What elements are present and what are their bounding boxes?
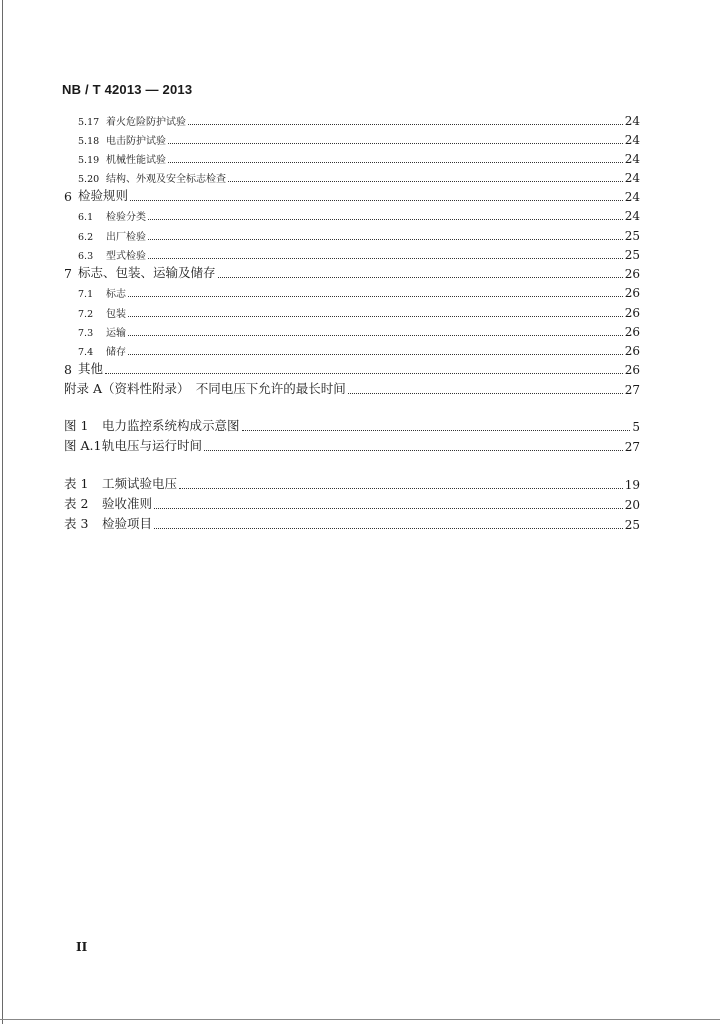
toc-entry-number: 5.18 <box>78 136 100 147</box>
toc-entry-number: 7.4 <box>78 347 94 358</box>
toc-entry-page: 26 <box>624 267 640 281</box>
toc-entry-title: 包装 <box>106 309 126 320</box>
toc-entry-title: 结构、外观及安全标志检查 <box>106 174 226 185</box>
toc-entry-page: 26 <box>624 325 640 339</box>
toc-entry-page: 27 <box>624 440 640 454</box>
toc-entry[interactable] <box>78 244 640 262</box>
toc-entry-number: 图 A.1 <box>64 438 102 453</box>
toc-entry-page: 24 <box>624 209 640 223</box>
toc-entry-number: 6.1 <box>78 212 94 223</box>
toc-entry[interactable] <box>78 225 640 243</box>
dot-leader <box>168 131 623 144</box>
dot-leader <box>188 112 623 125</box>
toc-entry-page: 26 <box>624 344 640 358</box>
toc-entry-page: 24 <box>624 152 640 166</box>
toc-entry-number: 6.2 <box>78 232 94 243</box>
toc-entry[interactable] <box>64 436 640 454</box>
toc-entry[interactable] <box>64 379 640 397</box>
toc-entry-number: 表 2 <box>64 496 89 511</box>
toc-entry[interactable] <box>78 110 640 128</box>
dot-leader <box>105 361 623 374</box>
toc-entry-number: 图 1 <box>64 418 89 433</box>
toc-entry-title: 检验规则 <box>78 188 129 203</box>
toc-entry-title: 出厂检验 <box>106 232 146 243</box>
toc-entry[interactable] <box>78 129 640 147</box>
toc-entry-title: 标志 <box>106 289 126 300</box>
toc-entry-number: 7.3 <box>78 328 94 339</box>
dot-leader <box>154 516 623 529</box>
toc-entry-page: 25 <box>624 518 640 532</box>
dot-leader <box>168 150 623 163</box>
toc-entry-number: 7 <box>64 266 72 281</box>
toc-entry-number: 7.1 <box>78 289 94 300</box>
toc-entry[interactable] <box>64 474 640 492</box>
toc-entry[interactable] <box>78 340 640 358</box>
dot-leader <box>228 169 623 182</box>
standard-code-header: NB / T 42013 — 2013 <box>62 82 193 97</box>
toc-entry-page: 27 <box>624 383 640 397</box>
toc-entry[interactable] <box>78 321 640 339</box>
toc-entry-title: 其他 <box>78 361 104 376</box>
toc-entry-title: 着火危险防护试验 <box>106 117 186 128</box>
toc-entry-number: 5.20 <box>78 174 100 185</box>
toc-entry-title: 电力监控系统构成示意图 <box>102 418 240 433</box>
toc-entry-page: 24 <box>624 171 640 185</box>
dot-leader <box>218 265 623 278</box>
toc-entry[interactable] <box>78 167 640 185</box>
toc-entry-title: 工频试验电压 <box>102 476 178 491</box>
dot-leader <box>128 323 623 336</box>
dot-leader <box>148 207 623 220</box>
toc-entry-number: 5.19 <box>78 155 100 166</box>
toc-entry-number: 6 <box>64 189 72 204</box>
dot-leader <box>154 496 623 509</box>
toc-entry[interactable] <box>64 416 640 434</box>
toc-entry[interactable] <box>78 282 640 300</box>
scan-edge-bottom <box>0 1019 720 1020</box>
toc-entry-title: 检验项目 <box>102 516 153 531</box>
toc-entry-page: 24 <box>624 114 640 128</box>
page-number: II <box>76 940 88 954</box>
toc-entry-title: 附录 A（资料性附录） 不同电压下允许的最长时间 <box>64 381 346 396</box>
toc-entry-page: 26 <box>624 363 640 377</box>
dot-leader <box>148 246 623 259</box>
toc-entry[interactable] <box>78 205 640 223</box>
toc-entry-title: 型式检验 <box>106 251 146 262</box>
toc-entry-number: 5.17 <box>78 117 100 128</box>
dot-leader <box>128 304 623 317</box>
dot-leader <box>242 418 631 431</box>
toc-entry-page: 5 <box>632 420 640 434</box>
toc-entry-number: 8 <box>64 362 72 377</box>
dot-leader <box>130 188 623 201</box>
toc-entry-page: 20 <box>624 498 640 512</box>
toc-entry-page: 25 <box>624 248 640 262</box>
toc-entry-page: 25 <box>624 229 640 243</box>
toc-entry[interactable] <box>78 302 640 320</box>
toc-entry-number: 表 3 <box>64 516 89 531</box>
toc-entry-page: 26 <box>624 286 640 300</box>
scan-edge-left <box>2 0 3 1024</box>
dot-leader <box>128 284 623 297</box>
toc-entry-number: 6.3 <box>78 251 94 262</box>
dot-leader <box>348 381 623 394</box>
toc-entry-title: 检验分类 <box>106 212 146 223</box>
toc-entry[interactable] <box>64 514 640 532</box>
toc-entry-title: 运输 <box>106 328 126 339</box>
toc-entry[interactable] <box>64 359 640 377</box>
toc-entry-title: 储存 <box>106 347 126 358</box>
dot-leader <box>179 476 623 489</box>
dot-leader <box>128 342 623 355</box>
toc-entry-page: 26 <box>624 306 640 320</box>
toc-entry-title: 机械性能试验 <box>106 155 166 166</box>
toc-entry-number: 7.2 <box>78 309 94 320</box>
toc-entry-title: 电击防护试验 <box>106 136 166 147</box>
toc-entry-page: 24 <box>624 190 640 204</box>
toc-entry-page: 24 <box>624 133 640 147</box>
toc-entry[interactable] <box>64 494 640 512</box>
dot-leader <box>204 438 623 451</box>
dot-leader <box>148 227 623 240</box>
toc-entry-title: 标志、包装、运输及储存 <box>78 265 216 280</box>
toc-entry-title: 轨电压与运行时间 <box>102 438 203 453</box>
toc-entry[interactable] <box>78 148 640 166</box>
toc-entry-title: 验收准则 <box>102 496 153 511</box>
toc-entry[interactable] <box>64 263 640 281</box>
toc-entry-number: 表 1 <box>64 476 89 491</box>
toc-entry-page: 19 <box>624 478 640 492</box>
toc-entry[interactable] <box>64 186 640 204</box>
